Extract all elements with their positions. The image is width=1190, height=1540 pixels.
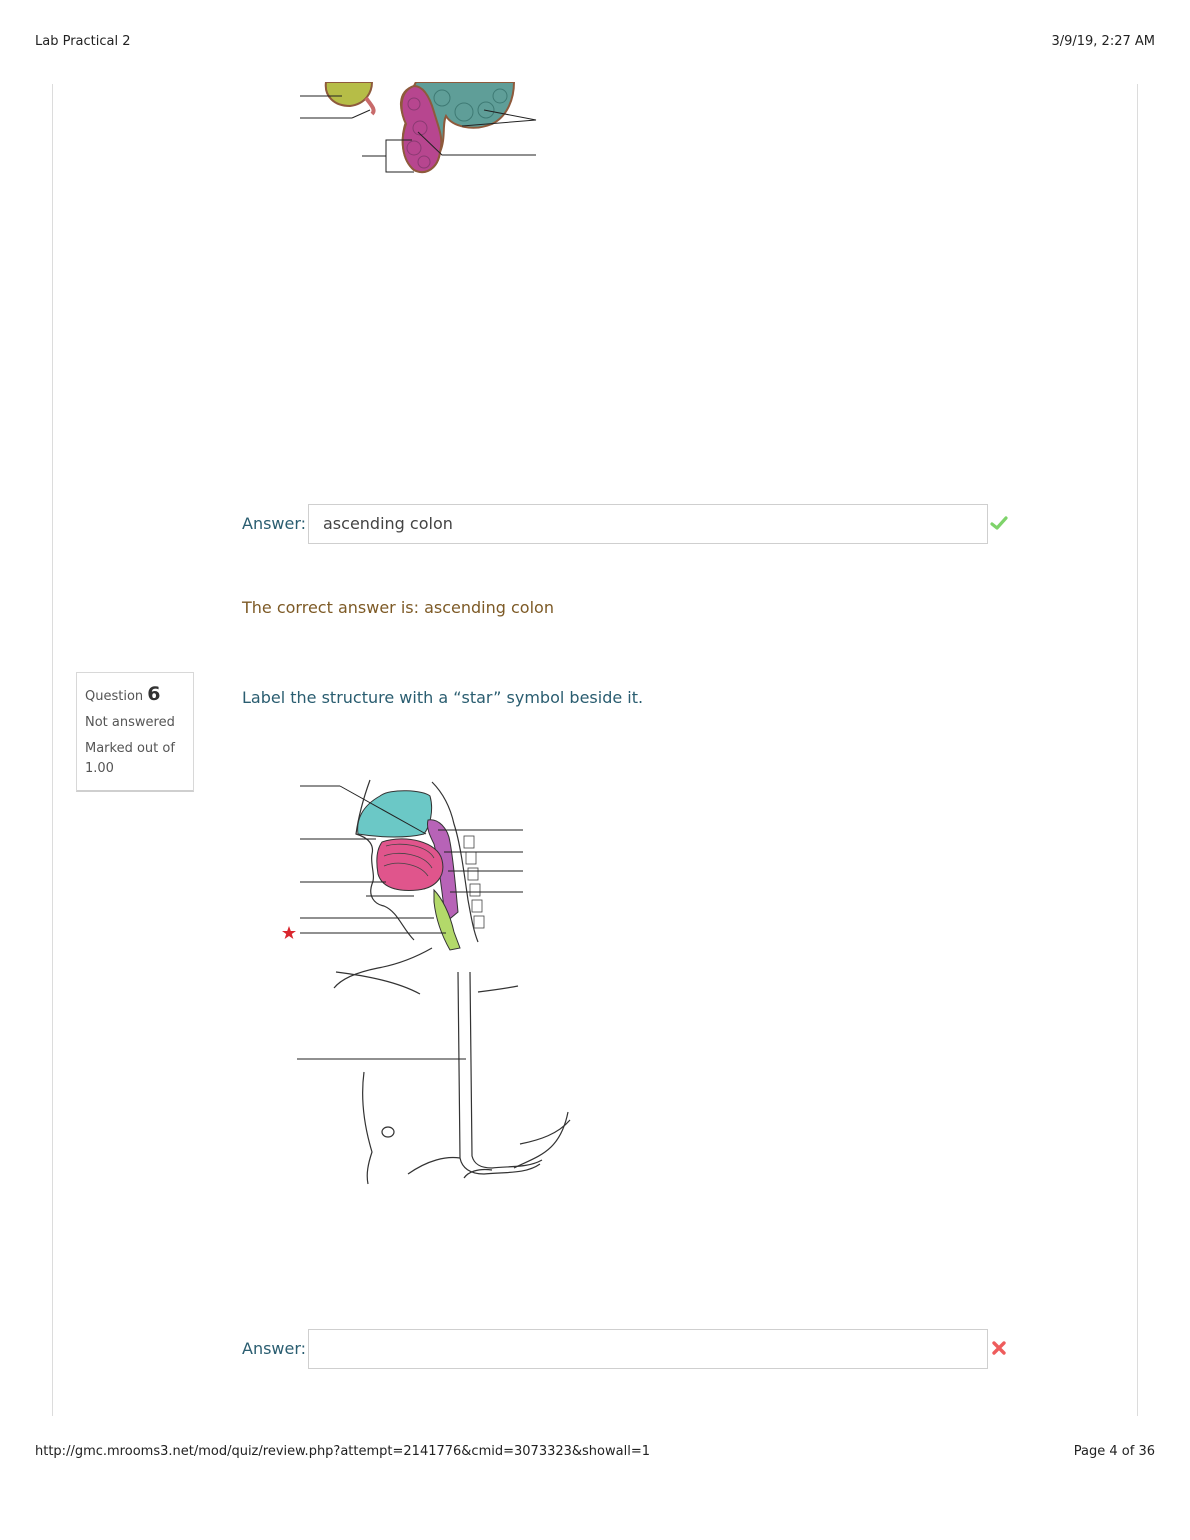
q5-correct-answer-feedback: The correct answer is: ascending colon (242, 598, 554, 617)
page-frame (52, 84, 1138, 1416)
cross-icon (990, 1339, 1008, 1357)
print-datetime: 3/9/19, 2:27 AM (1051, 34, 1155, 49)
q6-answer-field[interactable] (308, 1329, 988, 1369)
question-grade: Marked out of 1.00 (85, 741, 175, 776)
question-info-box (76, 672, 194, 792)
question-state: Not answered (85, 715, 175, 730)
check-icon (990, 514, 1008, 532)
print-url: http://gmc.mrooms3.net/mod/quiz/review.php?attempt=2141776&cmid=3073323&showall=1 (35, 1444, 650, 1459)
star-icon (282, 926, 296, 939)
q6-answer-row (242, 1329, 1012, 1369)
question-text: Label the structure with a “star” symbol beside it. (242, 688, 644, 707)
print-footer (35, 1444, 1155, 1459)
print-header (35, 34, 1155, 49)
large-intestine-diagram (296, 82, 546, 178)
q5-answer-row (242, 504, 1012, 544)
q6-answer-label: Answer: (242, 1339, 307, 1358)
pharynx-esophagus-diagram (278, 772, 578, 1188)
q5-answer-label: Answer: (242, 514, 307, 533)
q5-answer-field[interactable]: ascending colon (308, 504, 988, 544)
question-number (85, 683, 185, 705)
print-title: Lab Practical 2 (35, 34, 131, 49)
print-page-number: Page 4 of 36 (1073, 1444, 1155, 1459)
question-prefix: Question (85, 689, 144, 704)
question-number-value: 6 (147, 683, 161, 705)
